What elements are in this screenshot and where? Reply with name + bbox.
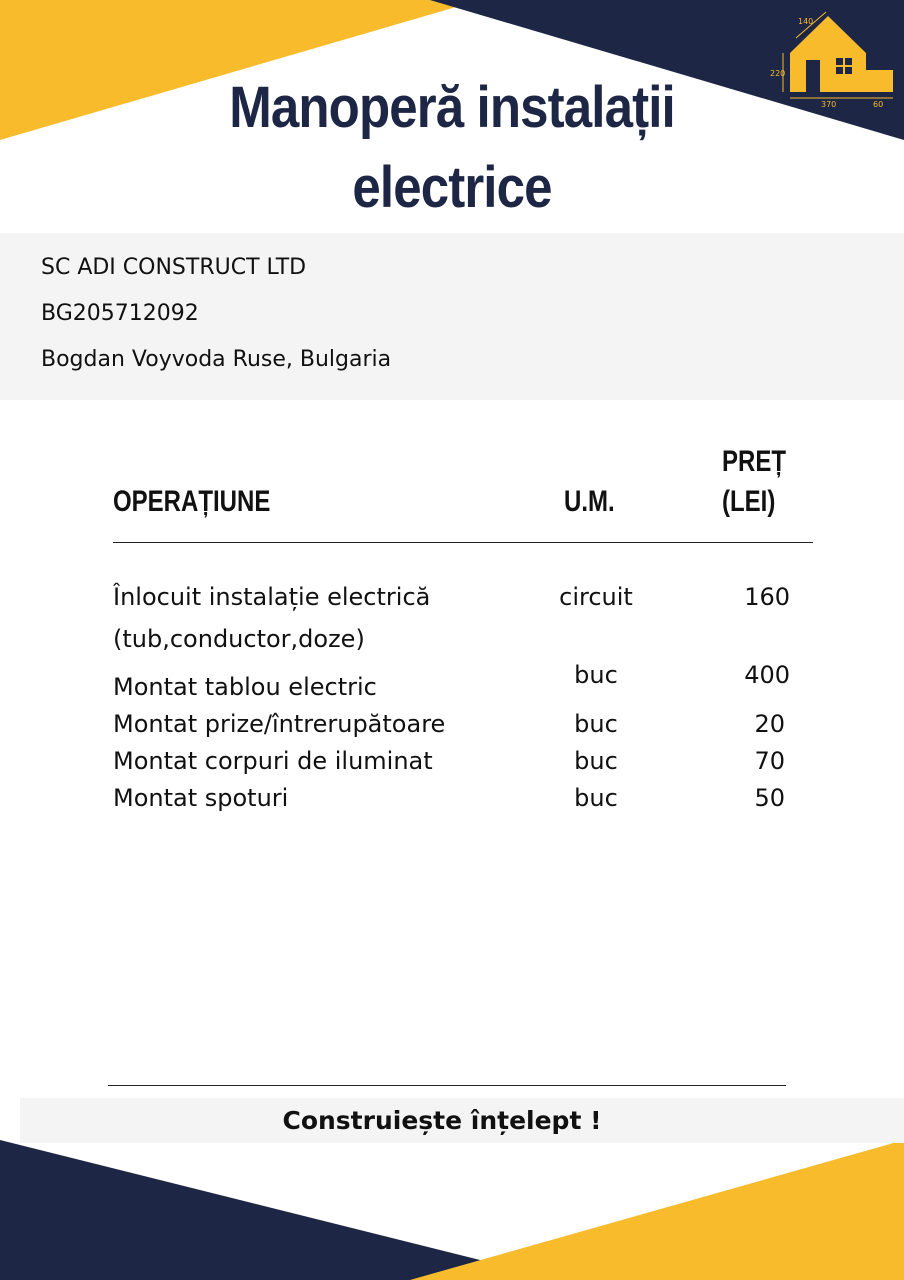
row-unit: buc [574,661,618,689]
bottom-left-navy-shape [0,1140,560,1280]
row-operation: Montat tablou electric [113,673,377,701]
row-unit: buc [574,710,618,738]
row-unit: circuit [559,583,633,611]
row-operation: Montat prize/întrerupătoare [113,710,446,738]
company-info-panel [0,233,904,400]
svg-text:220: 220 [770,69,786,78]
house-logo-icon [768,8,898,108]
header-divider [113,542,813,543]
header-unit: U.M. [564,485,615,518]
slogan-text: Construiește înțelept ! [282,1106,602,1135]
row-operation: Înlocuit instalație electrică [113,583,431,611]
company-vat: BG205712092 [41,301,199,326]
row-price: 160 [744,583,790,611]
bottom-right-yellow-shape [410,1140,904,1280]
svg-text:60: 60 [873,100,884,108]
row-operation-detail: (tub,conductor,doze) [113,625,365,653]
header-operation: OPERAȚIUNE [113,485,271,518]
company-name: SC ADI CONSTRUCT LTD [41,255,307,280]
row-operation: Montat spoturi [113,784,289,812]
row-price: 50 [754,784,785,812]
svg-text:370: 370 [821,100,837,108]
row-operation: Montat corpuri de iluminat [113,747,433,775]
title-line-1: Manoperă instalații [229,75,675,140]
slogan-panel [20,1098,904,1143]
header-price-line-1: PREȚ [722,445,787,478]
row-unit: buc [574,784,618,812]
title-line-2: electrice [352,155,552,220]
row-price: 70 [754,747,785,775]
footer-divider [108,1085,786,1086]
header-price-line-2: (LEI) [722,485,776,518]
page-title [186,68,718,228]
row-unit: buc [574,747,618,775]
company-address: Bogdan Voyvoda Ruse, Bulgaria [41,347,392,372]
row-price: 20 [754,710,785,738]
row-price: 400 [744,661,790,689]
svg-text:140: 140 [798,17,814,26]
